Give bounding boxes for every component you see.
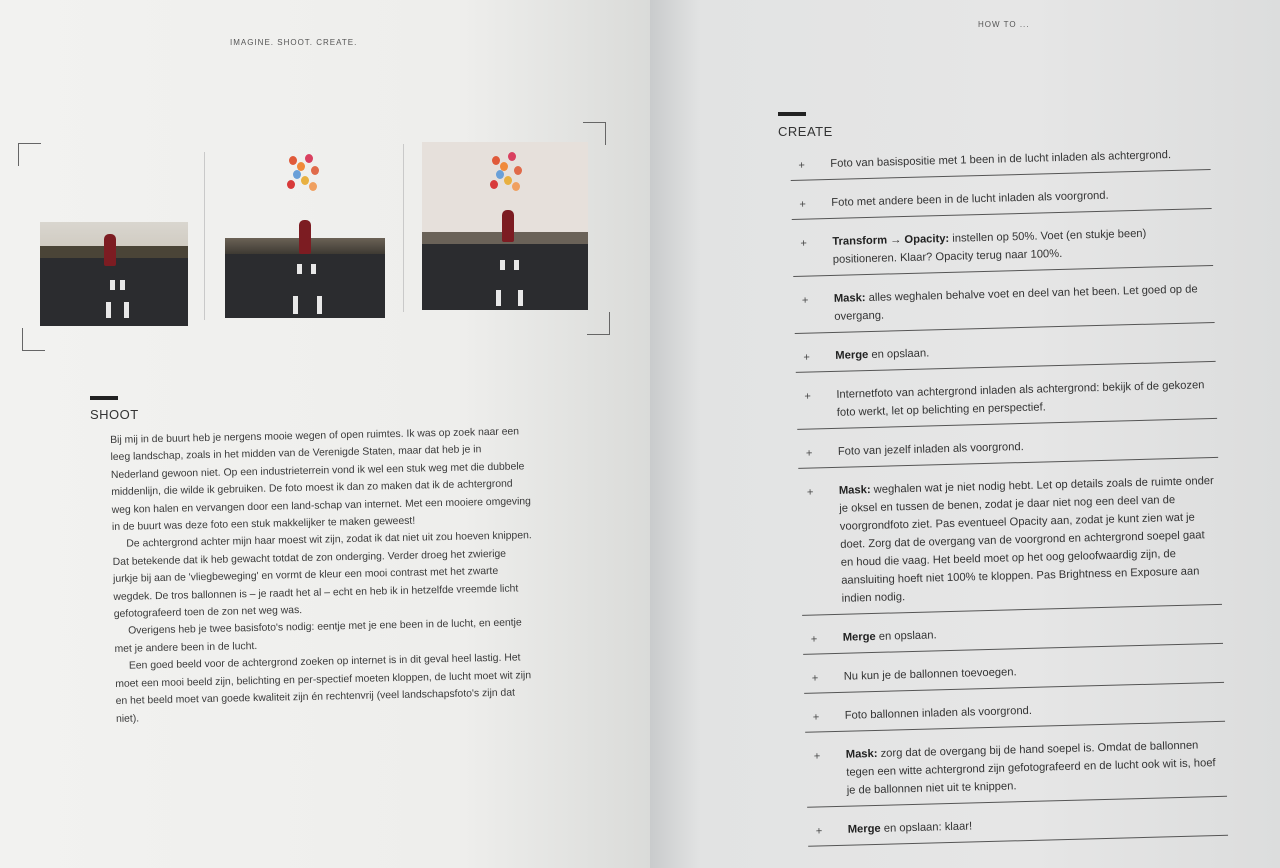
step-item: + Foto ballonnen inladen als voorgrond. (804, 693, 1225, 733)
running-head-left: IMAGINE. SHOOT. CREATE. (230, 38, 358, 47)
step-item: + Merge en opslaan. (795, 333, 1216, 373)
section-marker-create (778, 112, 806, 116)
step-item: + Transform → Opacity: instellen op 50%. Voet (en stukje been) positioneren. Klaar? Opacity terug naar 100%. (792, 219, 1213, 277)
figure-in-dress (104, 234, 116, 266)
photo-with-balloons (225, 238, 385, 318)
step-item: + Foto met andere been in de lucht inladen als voorgrond. (791, 180, 1212, 220)
step-item: + Mask: zorg dat de overgang bij de hand soepel is. Omdat de ballonnen tegen een witte achtergrond zijn gefotografeerd en de lucht ook wit is, hoef je de ballonnen niet uit te knippen. (805, 732, 1227, 808)
step-item: + Mask: weghalen wat je niet nodig hebt. Let op details zoals de ruimte onder je oksel en tussen de benen, zodat je daar niet nog een deel van de voorgrondfoto ziet. Pas eventueel Opacity aan, zodat je kunt zien wat je doet. Zorg dat de overgang van de voorgrond en achtergrond soepel gaat en houd die vaag. Het beeld moet op het oog geloofwaardig zijn, de aansluiting hoeft niet 100% te kloppen. Pas Brightness en Exposure aan indien nodig. (799, 468, 1222, 616)
paragraph: Overigens heb je twee basisfoto's nodig: eentje met je ene been in de lucht, en eentje met je andere been in de lucht. (114, 617, 522, 655)
step-item: + Merge en opslaan. (802, 615, 1223, 655)
section-title-shoot: SHOOT (90, 407, 139, 422)
photo-base-position (40, 222, 188, 326)
paragraph: Een goed beeld voor de achtergrond zoeken op internet is in dit geval heel lastig. Het moet een mooi beeld zijn, belichting en per-spectief moeten kloppen, de lucht moet wit zijn en het beeld moet van goede kwaliteit zijn én rechtenvrij (veel landschapsfoto's zijn dat niet). (115, 652, 532, 725)
crop-bracket-top-left (18, 143, 41, 166)
step-item: + Nu kun je de ballonnen toevoegen. (803, 654, 1224, 694)
crop-bracket-bottom-right (587, 312, 610, 335)
step-item: + Merge en opslaan: klaar! (807, 807, 1228, 847)
section-title-create: CREATE (778, 124, 833, 139)
running-head-right: HOW TO ... (978, 20, 1030, 29)
step-item: + Mask: alles weghalen behalve voet en deel van het been. Let goed op de overgang. (794, 276, 1215, 334)
section-marker-shoot (90, 396, 118, 400)
shoot-body-text (110, 423, 536, 728)
create-steps-list (790, 141, 1228, 857)
paragraph: Bij mij in de buurt heb je nergens mooie wegen of open ruimtes. Ik was op zoek naar een leeg landschap, zoals in het midden van de Verenigde Staten, maar dat heb je in Nederland gewoon niet. Op een industrieterrein vond ik wel een stuk weg met die dubbele middenlijn, die wilde ik gebruiken. De foto moest ik dan zo maken dat ik de achtergrond weg kon halen en vervangen door een land-schap van internet. Met een mooiere omgeving in de buurt was deze foto een stuk makkelijker te maken geweest! (110, 426, 532, 534)
step-item: + Foto van jezelf inladen als voorgrond. (798, 429, 1219, 469)
step-item: + Internetfoto van achtergrond inladen als achtergrond: bekijk of de gekozen foto werkt, let op belichting en perspectief. (796, 372, 1217, 430)
photo-composite (422, 142, 588, 310)
step-item: + Foto van basispositie met 1 been in de lucht inladen als achtergrond. (790, 141, 1211, 181)
paragraph: De achtergrond achter mijn haar moest wit zijn, zodat ik dat niet uit zou hoeven knippen. Dat betekende dat ik heb gewacht totdat de zon onderging. Verder droeg het zwierige jurkje bij aan de 'vliegbeweging' en vormt de kleur een mooi contrast met het zwarte wegdek. De tros ballonnen is – je raadt het al – echt en heb ik in hetzelfde vreemde licht gefotografeerd toen de zon net weg was. (112, 530, 532, 621)
crop-bracket-bottom-left (22, 328, 45, 351)
